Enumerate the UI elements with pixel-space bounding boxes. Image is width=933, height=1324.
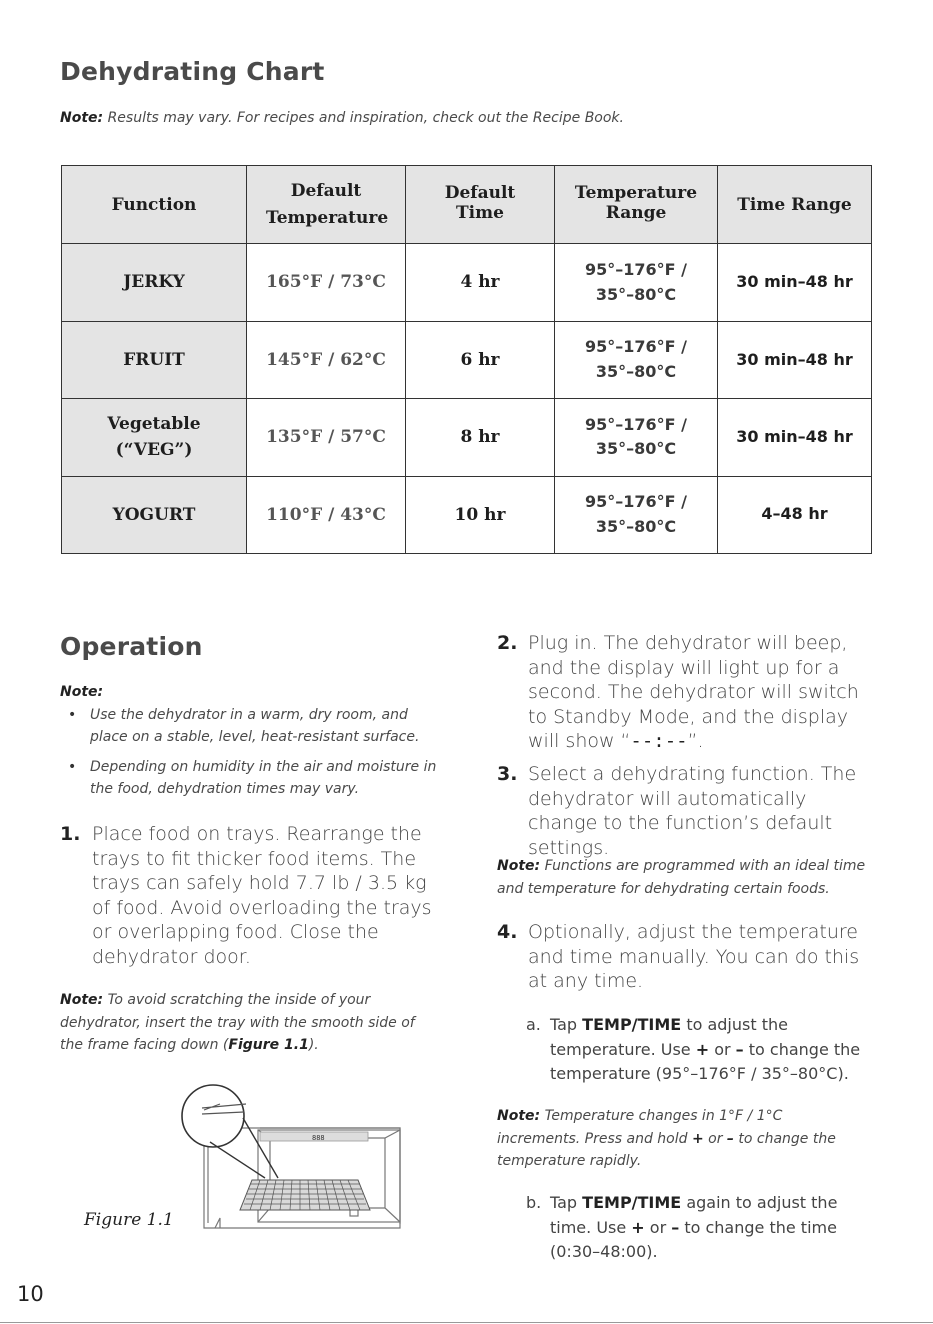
step-4 (497, 920, 875, 994)
plus-key: + (695, 1039, 710, 1059)
substep-a-end: to change the temperature (95°–176°F / 35°–80°C). (550, 1039, 861, 1083)
substep-a-mid: to adjust the temperature. Use (550, 1015, 788, 1059)
minus-key: – (726, 1130, 734, 1147)
header-default-time-text: Default Time (444, 182, 516, 224)
chart-title: Dehydrating Chart (60, 57, 325, 86)
minus-key: – (735, 1039, 744, 1059)
chart-note-text: Results may vary. For recipes and inspiration, check out the Recipe Book. (107, 110, 624, 126)
substep-b-end: to change the time (0:30–48:00). (550, 1217, 837, 1261)
tray-grid (240, 1180, 370, 1210)
step-2-text-b: ”. (687, 730, 704, 753)
range-c: 35°–80°C (595, 516, 677, 536)
tray-note-figure-ref: Figure 1.1 (228, 1037, 309, 1053)
cell-temp-range (555, 321, 718, 398)
operation-bullets (60, 704, 440, 808)
step-1-text: Place food on trays. Rearrange the trays to fit thicker food items. The trays can safely hold 7.7 lb / 3.5 kg of food. Avoid overloading the trays or overlapping food. Close the dehydrator door. (92, 823, 432, 968)
cell-default-temp: 135°F / 57°C (247, 399, 406, 476)
bottom-rule (0, 1322, 933, 1323)
substep-a-or: or (709, 1039, 736, 1059)
tray-note-text: To avoid scratching the inside of your dehydrator, insert the tray with the smooth side of the frame facing down ( (60, 992, 415, 1053)
table-header-row (62, 166, 872, 244)
functions-note-text: Functions are programmed with an ideal time and temperature for dehydrating certain foods. (497, 858, 866, 897)
temp-time-key: TEMP/TIME (582, 1193, 682, 1212)
step-4-number: 4. (497, 921, 518, 943)
substep-a-text (526, 1013, 874, 1087)
substep-b-mid: again to adjust the time. Use (550, 1193, 838, 1237)
substep-b-text (526, 1191, 874, 1265)
temperature-note-pre: Temperature changes in 1°F / 1°C increments. Press and hold (497, 1108, 783, 1147)
substep-b-or: or (644, 1217, 672, 1237)
range-f: 95°–176°F / (584, 491, 687, 511)
plus-key: + (691, 1130, 704, 1147)
functions-note (497, 855, 875, 900)
range-f: 95°–176°F / (584, 259, 687, 279)
header-function: Function (62, 166, 247, 244)
cell-default-time: 10 hr (406, 476, 555, 553)
dehydrator-tray-illustration (180, 1078, 405, 1233)
substep-a (526, 1013, 874, 1087)
range-f: 95°–176°F / (584, 414, 687, 434)
list-item: • Depending on humidity in the air and moisture in the food, dehydration times may vary. (60, 756, 440, 800)
functions-note-label: Note: (497, 858, 541, 874)
temp-time-key: TEMP/TIME (582, 1015, 682, 1034)
magnifier-callout (182, 1085, 278, 1178)
step-2-number: 2. (497, 632, 518, 654)
header-default-time (406, 166, 555, 244)
operation-title: Operation (60, 632, 203, 661)
table-row (62, 476, 872, 553)
header-default-temperature (247, 166, 406, 244)
temperature-note-or: or (703, 1130, 727, 1147)
step-1-number: 1. (60, 823, 81, 845)
step-2-display: --:-- (630, 730, 688, 753)
cell-temp-range (555, 244, 718, 321)
table-row (62, 321, 872, 398)
range-c: 35°–80°C (595, 284, 677, 304)
page-number: 10 (17, 1282, 44, 1306)
cell-time-range: 30 min–48 hr (718, 321, 872, 398)
range-c: 35°–80°C (595, 361, 677, 381)
cell-default-temp: 145°F / 62°C (247, 321, 406, 398)
operation-note-label: Note: (60, 684, 104, 700)
step-2-text-a: Plug in. The dehydrator will beep, and the display will light up for a second. The dehydrator will switch to Standby Mode, and the display will show “ (528, 632, 859, 753)
cell-time-range: 30 min–48 hr (718, 244, 872, 321)
function-sub: (“VEG”) (115, 440, 193, 461)
header-time-range: Time Range (718, 166, 872, 244)
cell-function (62, 399, 247, 476)
cell-default-temp: 110°F / 43°C (247, 476, 406, 553)
header-default-temperature-text: Default Temperature (266, 181, 389, 228)
tray-note-end: ). (308, 1037, 319, 1053)
substep-a-letter: a. (526, 1015, 541, 1034)
function-name: Vegetable (107, 414, 201, 435)
chart-note (60, 110, 624, 126)
display-digits: 888 (312, 1134, 325, 1142)
plus-key: + (631, 1217, 645, 1237)
cell-default-time: 6 hr (406, 321, 555, 398)
range-c: 35°–80°C (595, 439, 677, 459)
range-f: 95°–176°F / (584, 337, 687, 357)
cell-temp-range (555, 476, 718, 553)
list-item: • Use the dehydrator in a warm, dry room, and place on a stable, level, heat-resistant surface. (60, 704, 440, 748)
figure-caption: Figure 1.1 (84, 1210, 174, 1230)
cell-time-range: 30 min–48 hr (718, 399, 872, 476)
header-temperature-range (555, 166, 718, 244)
header-temperature-range-text: Temperature Range (574, 182, 698, 224)
cell-default-time: 4 hr (406, 244, 555, 321)
step-3-text: Select a dehydrating function. The dehydrator will automatically change to the function’s default settings. (528, 763, 857, 859)
cell-function: JERKY (62, 244, 247, 321)
step-2-text (497, 631, 875, 754)
temperature-note-label: Note: (497, 1108, 541, 1124)
substep-a-pre: Tap (550, 1015, 583, 1034)
table-row (62, 244, 872, 321)
dehydrating-table (61, 165, 872, 554)
cell-function: FRUIT (62, 321, 247, 398)
cell-time-range: 4–48 hr (718, 476, 872, 553)
step-4-text: Optionally, adjust the temperature and time manually. You can do this at any time. (528, 921, 860, 993)
chart-note-label: Note: (60, 110, 104, 126)
cell-function: YOGURT (62, 476, 247, 553)
cell-temp-range (555, 399, 718, 476)
step-2 (497, 631, 875, 754)
tray-note-label: Note: (60, 992, 104, 1008)
substep-b-pre: Tap (550, 1193, 583, 1212)
step-3 (497, 762, 875, 860)
temperature-note (497, 1105, 865, 1173)
step-1 (60, 822, 440, 970)
minus-key: – (671, 1217, 680, 1237)
cell-default-time: 8 hr (406, 399, 555, 476)
temperature-note-end: to change the temperature rapidly. (497, 1130, 836, 1169)
cell-default-temp: 165°F / 73°C (247, 244, 406, 321)
table-row (62, 399, 872, 476)
tray-note (60, 989, 432, 1057)
substep-b-letter: b. (526, 1193, 542, 1212)
substep-b (526, 1191, 874, 1265)
step-3-number: 3. (497, 763, 518, 785)
